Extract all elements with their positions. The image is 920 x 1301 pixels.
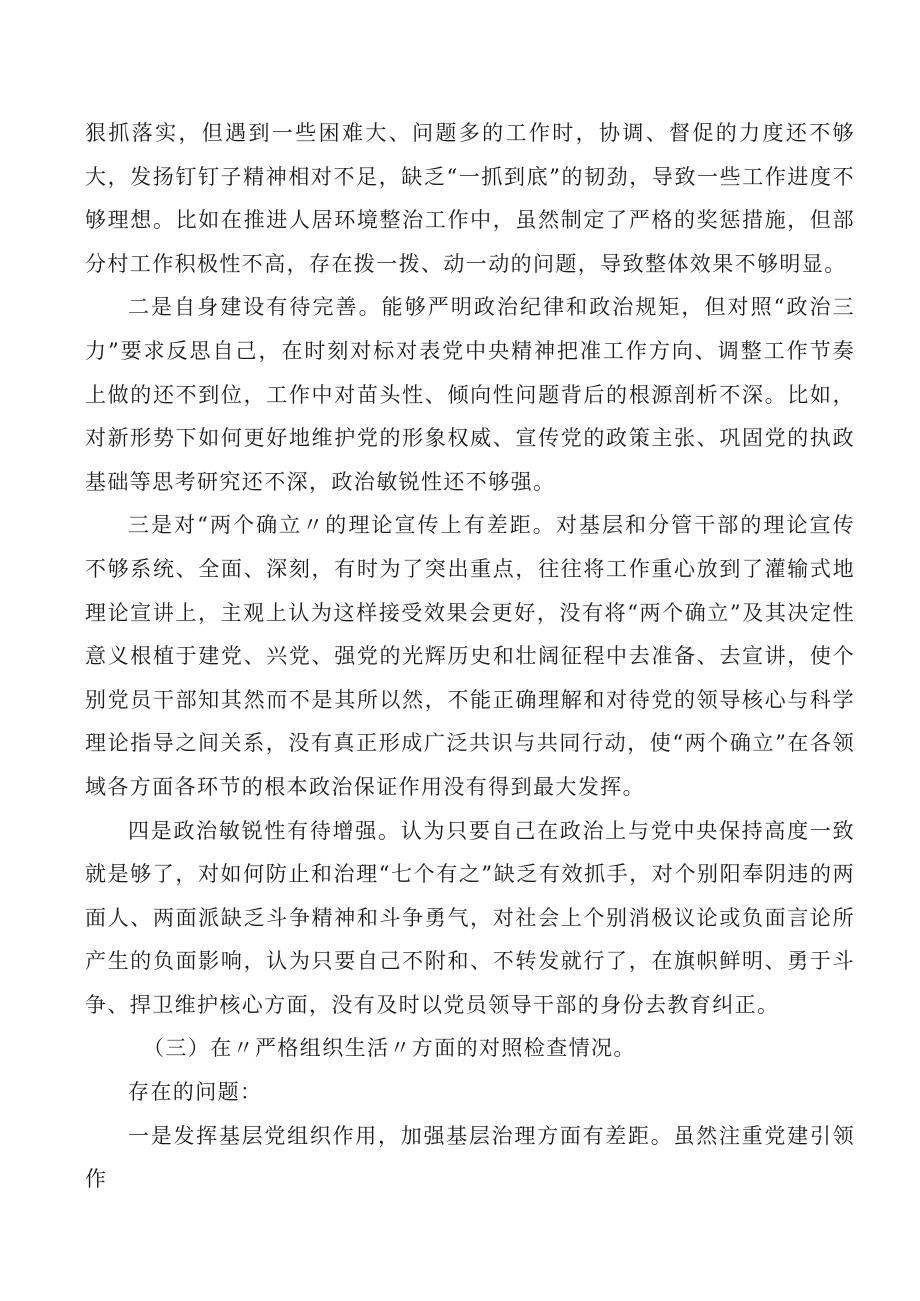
section-heading: （三）在〃严格组织生活〃方面的对照检查情况。 (143, 1036, 636, 1061)
problems-label: 存在的问题： (128, 1080, 263, 1105)
paragraph-point-4: 四是政治敏锐性有待增强。认为只要自己在政治上与党中央保持高度一致就是够了，对如何防止和治理“七个有之”缺乏有效抓手，对个别阳奉阴违的两面人、两面派缺乏斗争精神和斗争勇气，对社会上个别消极议论或负面言论所产生的负面影响，认为只要自己不附和、不转发就行了，在旗帜鲜明、勇于斗争、捍卫维护核心方面，没有及时以党员领导干部的身份去教育纠正。 (85, 818, 855, 1017)
paragraph-point-2: 二是自身建设有待完善。能够严明政治纪律和政治规矩，但对照“政治三力”要求反思自己，在时刻对标对表党中央精神把准工作方向、调整工作节奏上做的还不到位，工作中对苗头性、倾向性问题背后的根源剖析不深。比如，对新形势下如何更好地维护党的形象权威、宣传党的政策主张、巩固党的执政基础等思考研究还不深，政治敏锐性还不够强。 (85, 295, 855, 494)
paragraph-continuation: 狠抓落实，但遇到一些困难大、问题多的工作时，协调、督促的力度还不够大，发扬钉钉子精神相对不足，缺乏“一抓到底”的韧劲，导致一些工作进度不够理想。比如在推进人居环境整治工作中，虽然制定了严格的奖惩措施，但部分村工作积极性不高，存在拨一拨、动一动的问题，导致整体效果不够明显。 (85, 121, 855, 276)
paragraph-point-3: 三是对“两个确立〃的理论宣传上有差距。对基层和分管干部的理论宣传不够系统、全面、深刻，有时为了突出重点，往往将工作重心放到了灌输式地理论宣讲上，主观上认为这样接受效果会更好，没有将“两个确立”及其决定性意义根植于建党、兴党、强党的光辉历史和壮阔征程中去准备、去宣讲，使个别党员干部知其然而不是其所以然，不能正确理解和对待党的领导核心与科学理论指导之间关系，没有真正形成广泛共识与共同行动，使“两个确立”在各领域各方面各环节的根本政治保证作用没有得到最大发挥。 (85, 513, 855, 799)
paragraph-problem-1: 一是发挥基层党组织作用，加强基层治理方面有差距。虽然注重党建引领作 (85, 1123, 855, 1192)
document-body (85, 112, 855, 1202)
